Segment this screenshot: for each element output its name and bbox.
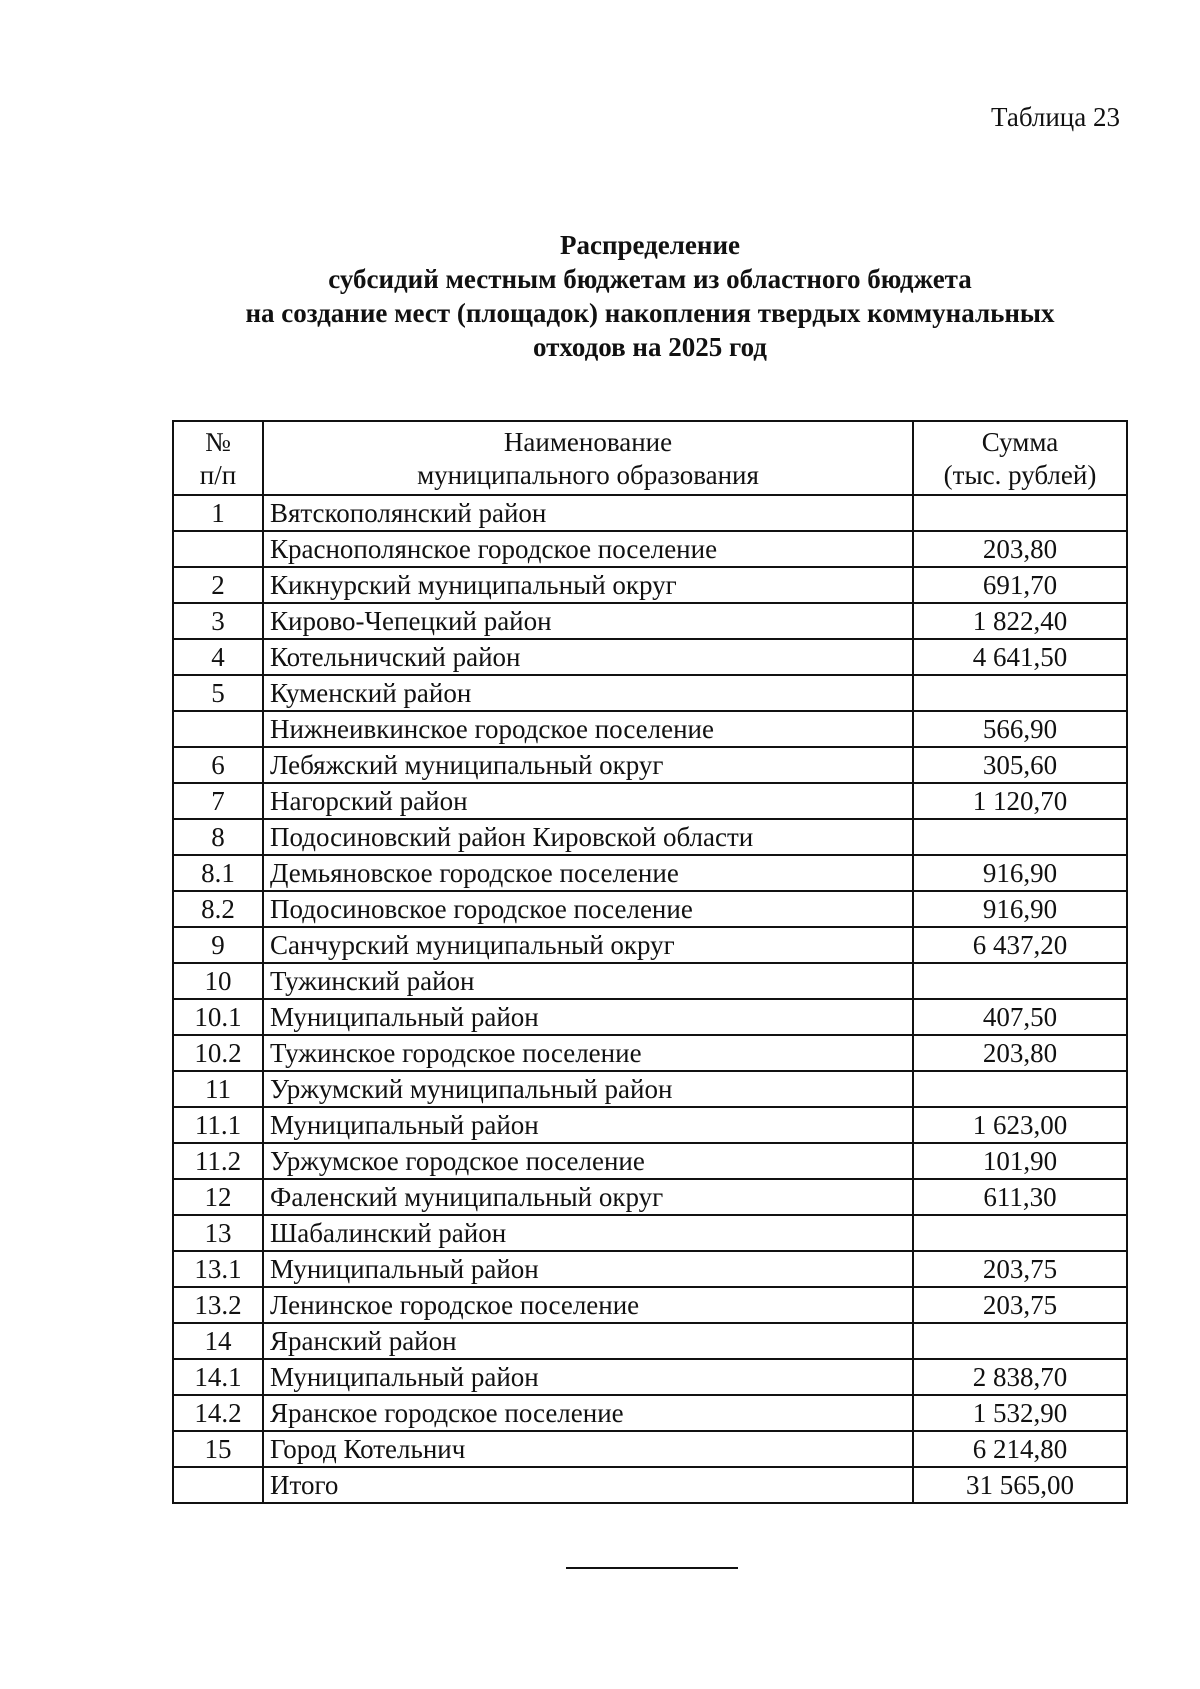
row-name-cell: Кирово-Чепецкий район (263, 603, 913, 639)
row-sum-cell (913, 675, 1127, 711)
row-sum-cell: 4 641,50 (913, 639, 1127, 675)
row-number-cell: 14.2 (173, 1395, 263, 1431)
row-name-cell: Яранское городское поселение (263, 1395, 913, 1431)
table-row (173, 531, 1127, 567)
row-sum-cell: 203,80 (913, 531, 1127, 567)
table-row (173, 1323, 1127, 1359)
row-number-cell: 5 (173, 675, 263, 711)
row-sum-cell: 305,60 (913, 747, 1127, 783)
row-name-cell: Котельничский район (263, 639, 913, 675)
row-number-cell: 1 (173, 495, 263, 531)
row-name-cell: Уржумский муниципальный район (263, 1071, 913, 1107)
header-number-line1: № (205, 427, 231, 457)
row-sum-cell: 31 565,00 (913, 1467, 1127, 1503)
row-sum-cell (913, 1071, 1127, 1107)
row-sum-cell (913, 1215, 1127, 1251)
row-sum-cell (913, 819, 1127, 855)
row-number-cell: 7 (173, 783, 263, 819)
row-number-cell: 8.1 (173, 855, 263, 891)
table-row (173, 1431, 1127, 1467)
row-number-cell: 10.2 (173, 1035, 263, 1071)
table-row (173, 1143, 1127, 1179)
row-number-cell: 14 (173, 1323, 263, 1359)
document-title (0, 228, 1200, 364)
row-number-cell: 13 (173, 1215, 263, 1251)
table-row (173, 603, 1127, 639)
row-sum-cell: 203,80 (913, 1035, 1127, 1071)
row-sum-cell: 1 120,70 (913, 783, 1127, 819)
table-row (173, 1395, 1127, 1431)
row-number-cell (173, 711, 263, 747)
row-name-cell: Нижнеивкинское городское поселение (263, 711, 913, 747)
row-name-cell: Фаленский муниципальный округ (263, 1179, 913, 1215)
row-name-cell: Итого (263, 1467, 913, 1503)
table-row (173, 819, 1127, 855)
row-name-cell: Лебяжский муниципальный округ (263, 747, 913, 783)
row-number-cell: 13.1 (173, 1251, 263, 1287)
row-sum-cell: 691,70 (913, 567, 1127, 603)
row-number-cell: 15 (173, 1431, 263, 1467)
row-name-cell: Подосиновское городское поселение (263, 891, 913, 927)
row-name-cell: Вятскополянский район (263, 495, 913, 531)
table-row (173, 1359, 1127, 1395)
row-number-cell: 6 (173, 747, 263, 783)
title-line: субсидий местным бюджетам из областного бюджета (328, 264, 972, 294)
row-sum-cell: 203,75 (913, 1287, 1127, 1323)
header-name (263, 421, 913, 495)
row-name-cell: Уржумское городское поселение (263, 1143, 913, 1179)
row-sum-cell (913, 1323, 1127, 1359)
header-name-line2: муниципального образования (417, 460, 759, 490)
header-number-line2: п/п (199, 460, 237, 490)
row-sum-cell: 6 437,20 (913, 927, 1127, 963)
row-name-cell: Нагорский район (263, 783, 913, 819)
row-sum-cell: 2 838,70 (913, 1359, 1127, 1395)
row-number-cell: 8.2 (173, 891, 263, 927)
table-row (173, 1287, 1127, 1323)
row-name-cell: Тужинское городское поселение (263, 1035, 913, 1071)
table-body (173, 495, 1127, 1503)
row-sum-cell: 611,30 (913, 1179, 1127, 1215)
header-number (173, 421, 263, 495)
row-sum-cell: 1 532,90 (913, 1395, 1127, 1431)
table-row (173, 1107, 1127, 1143)
header-sum-line2: (тыс. рублей) (943, 460, 1097, 490)
row-sum-cell: 101,90 (913, 1143, 1127, 1179)
row-sum-cell: 203,75 (913, 1251, 1127, 1287)
row-number-cell: 10 (173, 963, 263, 999)
row-number-cell: 10.1 (173, 999, 263, 1035)
table-row (173, 1251, 1127, 1287)
header-sum (913, 421, 1127, 495)
table-row (173, 1071, 1127, 1107)
row-number-cell: 14.1 (173, 1359, 263, 1395)
title-line: отходов на 2025 год (533, 332, 767, 362)
row-number-cell (173, 1467, 263, 1503)
row-number-cell: 3 (173, 603, 263, 639)
table-row (173, 1215, 1127, 1251)
row-number-cell (173, 531, 263, 567)
row-sum-cell: 916,90 (913, 891, 1127, 927)
header-name-line1: Наименование (503, 427, 673, 457)
row-sum-cell: 566,90 (913, 711, 1127, 747)
row-sum-cell: 1 623,00 (913, 1107, 1127, 1143)
row-number-cell: 8 (173, 819, 263, 855)
row-name-cell: Муниципальный район (263, 999, 913, 1035)
end-rule (566, 1567, 738, 1569)
table-row (173, 891, 1127, 927)
row-sum-cell: 407,50 (913, 999, 1127, 1035)
row-name-cell: Муниципальный район (263, 1251, 913, 1287)
table-row (173, 747, 1127, 783)
table-row (173, 711, 1127, 747)
table-row (173, 675, 1127, 711)
header-sum-line1: Сумма (981, 427, 1059, 457)
row-name-cell: Яранский район (263, 1323, 913, 1359)
row-name-cell: Санчурский муниципальный округ (263, 927, 913, 963)
table-row (173, 1035, 1127, 1071)
row-name-cell: Муниципальный район (263, 1359, 913, 1395)
row-name-cell: Демьяновское городское поселение (263, 855, 913, 891)
table-row (173, 1179, 1127, 1215)
row-sum-cell: 1 822,40 (913, 603, 1127, 639)
table-header-row (173, 421, 1127, 495)
table-number-label: Таблица 23 (991, 102, 1120, 132)
table-row (173, 855, 1127, 891)
row-name-cell: Город Котельнич (263, 1431, 913, 1467)
row-number-cell: 9 (173, 927, 263, 963)
table-row (173, 927, 1127, 963)
row-name-cell: Ленинское городское поселение (263, 1287, 913, 1323)
table-row (173, 963, 1127, 999)
row-name-cell: Подосиновский район Кировской области (263, 819, 913, 855)
row-name-cell: Шабалинский район (263, 1215, 913, 1251)
row-sum-cell (913, 963, 1127, 999)
row-number-cell: 11.2 (173, 1143, 263, 1179)
row-number-cell: 11 (173, 1071, 263, 1107)
table-row (173, 1467, 1127, 1503)
row-number-cell: 13.2 (173, 1287, 263, 1323)
row-number-cell: 12 (173, 1179, 263, 1215)
table-row (173, 567, 1127, 603)
title-line: Распределение (559, 230, 741, 260)
row-number-cell: 11.1 (173, 1107, 263, 1143)
subsidy-distribution-table (172, 420, 1128, 1504)
title-line: на создание мест (площадок) накопления твердых коммунальных (245, 298, 1055, 328)
table-row (173, 639, 1127, 675)
row-sum-cell: 916,90 (913, 855, 1127, 891)
table-row (173, 783, 1127, 819)
row-number-cell: 2 (173, 567, 263, 603)
row-number-cell: 4 (173, 639, 263, 675)
row-sum-cell (913, 495, 1127, 531)
row-name-cell: Краснополянское городское поселение (263, 531, 913, 567)
row-name-cell: Куменский район (263, 675, 913, 711)
row-sum-cell: 6 214,80 (913, 1431, 1127, 1467)
row-name-cell: Кикнурский муниципальный округ (263, 567, 913, 603)
row-name-cell: Тужинский район (263, 963, 913, 999)
table-row (173, 999, 1127, 1035)
row-name-cell: Муниципальный район (263, 1107, 913, 1143)
table-row (173, 495, 1127, 531)
